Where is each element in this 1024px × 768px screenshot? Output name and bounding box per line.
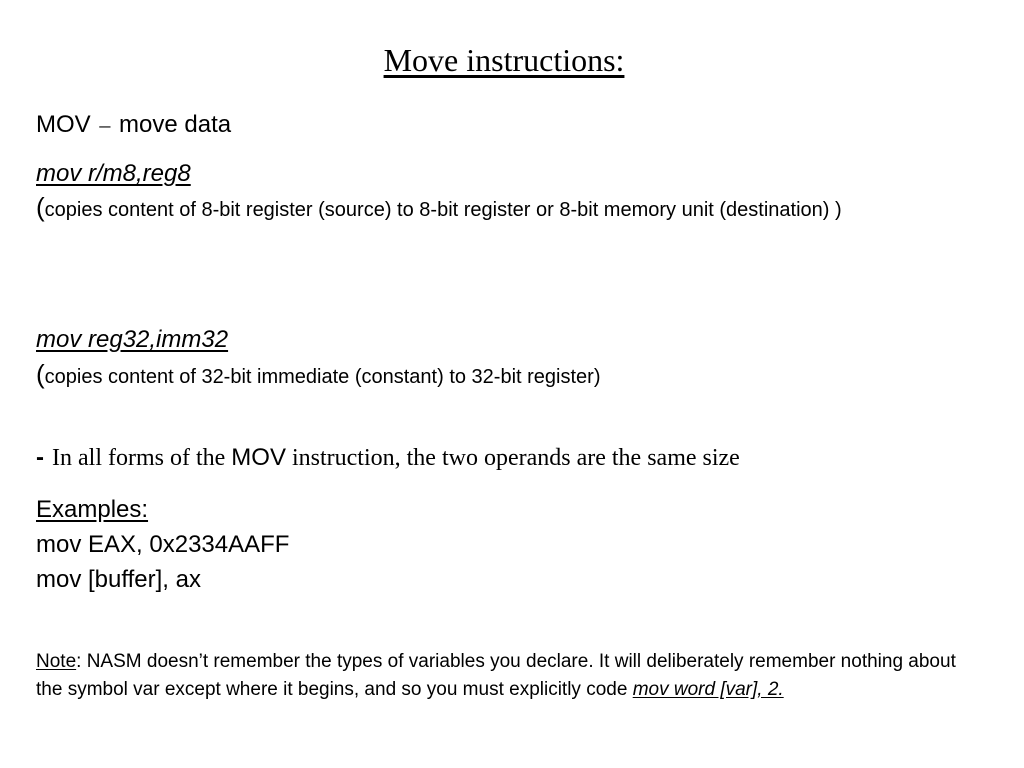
note-code: mov word [var], 2. xyxy=(632,678,784,700)
paren-open: ( xyxy=(36,192,45,222)
example-line-2: mov [buffer], ax xyxy=(36,566,201,593)
page-title: Move instructions: xyxy=(383,42,625,78)
paren-open: ( xyxy=(36,359,45,389)
note-paragraph xyxy=(36,648,966,703)
note-label: Note xyxy=(36,651,77,672)
section-heading xyxy=(36,111,231,139)
instruction-description-1 xyxy=(36,192,936,226)
example-line-1: mov EAX, 0x2334AAFF xyxy=(36,531,290,558)
instruction-syntax-1: mov r/m8,reg8 xyxy=(36,160,191,187)
description-text: copies content of 8-bit register (source) to 8-bit register or 8-bit memory unit (destination) ) xyxy=(44,199,842,221)
rule-bullet: - xyxy=(36,444,44,471)
examples-label: Examples: xyxy=(36,496,149,523)
heading-text: move data xyxy=(119,111,232,138)
rule-mnemonic: MOV xyxy=(231,444,286,471)
instruction-description-2 xyxy=(36,359,936,393)
operand-size-rule xyxy=(36,444,740,472)
heading-mnemonic: MOV xyxy=(36,111,91,138)
rule-text-2: instruction, the two operands are the same size xyxy=(291,445,740,471)
heading-dash: – xyxy=(99,112,111,137)
note-text: : NASM doesn’t remember the types of variables you declare. It will deliberately remember nothing about the symbol var except where it begins, and so you must explicitly code xyxy=(36,651,956,700)
description-text: copies content of 32-bit immediate (constant) to 32-bit register) xyxy=(44,366,601,388)
instruction-syntax-2: mov reg32,imm32 xyxy=(36,326,229,353)
rule-text-1: In all forms of the xyxy=(52,445,226,471)
